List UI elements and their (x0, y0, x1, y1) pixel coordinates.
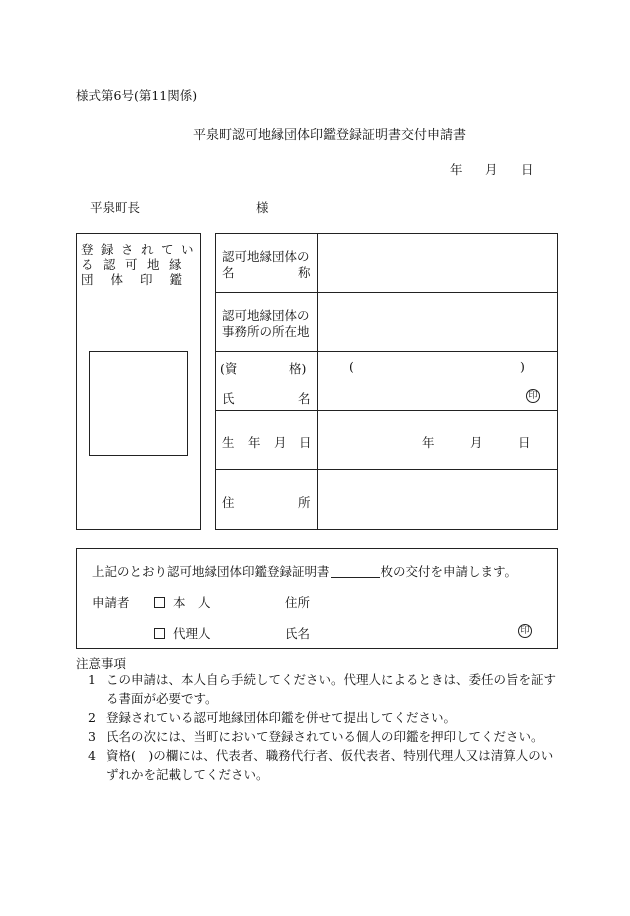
group-name-field[interactable] (322, 240, 554, 288)
group-name-label-line2b: 称 (298, 265, 311, 280)
date-year-label: 年 (450, 162, 463, 177)
note-item-3: 3 氏名の次には、当町において登録されている個人の印鑑を押印してください。 (88, 729, 544, 744)
date-day-label: 日 (521, 162, 534, 177)
registered-seal-label-line1: 登録されてい (81, 242, 202, 257)
seal-impression-area[interactable] (89, 351, 188, 456)
addressee-mayor: 平泉町長 (90, 200, 141, 215)
request-seal-mark-icon: 印 (518, 624, 532, 638)
address-label-a: 住 (222, 495, 235, 510)
date-month-label: 月 (485, 162, 498, 177)
name-label-a: 氏 (222, 391, 235, 406)
birth-date-day-unit: 日 (518, 435, 531, 450)
group-name-label-line1: 認可地縁団体の (222, 249, 310, 264)
seal-mark-icon: 印 (526, 389, 540, 403)
row-divider (215, 292, 558, 293)
self-checkbox[interactable] (154, 597, 165, 608)
qualification-field[interactable] (356, 356, 516, 374)
note-item-1: 1 この申請は、本人自ら手続してください。代理人によるときは、委任の旨を証する書面が必要です。 (88, 672, 557, 706)
registered-seal-label-line3: 団体印鑑 (81, 272, 200, 287)
office-address-label-line2: 事務所の所在地 (222, 324, 310, 339)
addressee-honorific: 様 (256, 200, 269, 215)
group-name-label-line2a: 名 (222, 265, 235, 280)
request-sentence-pre: 上記のとおり認可地縁団体印鑑登録証明書 (92, 564, 330, 579)
birth-date-field[interactable] (322, 428, 554, 450)
self-option[interactable]: 本 人 (154, 593, 211, 611)
office-address-label-line1: 認可地縁団体の (222, 308, 310, 323)
birth-date-month-unit: 月 (470, 435, 483, 450)
proxy-checkbox[interactable] (154, 628, 165, 639)
request-name-label: 氏名 (285, 626, 311, 641)
registered-seal-label-line2: る認可地縁 (81, 257, 192, 272)
birth-date-label-2: 月 (274, 435, 287, 450)
table-column-divider (317, 233, 318, 530)
qualification-value-close-paren: ) (520, 359, 525, 374)
applicant-label: 申請者 (92, 595, 130, 610)
birth-date-label-3: 日 (299, 435, 312, 450)
notes-heading: 注意事項 (76, 656, 127, 671)
birth-date-label-1: 年 (248, 435, 261, 450)
office-address-field[interactable] (322, 299, 554, 347)
row-divider (215, 351, 558, 352)
row-divider (215, 410, 558, 411)
note-item-2: 2 登録されている認可地縁団体印鑑を併せて提出してください。 (88, 710, 457, 725)
qualification-value-open-paren: ( (349, 359, 354, 374)
request-address-label: 住所 (285, 595, 311, 610)
name-field[interactable] (322, 384, 517, 406)
name-label-b: 名 (298, 391, 311, 406)
birth-date-label-0: 生 (222, 435, 235, 450)
address-field[interactable] (322, 476, 554, 524)
qualification-label-open: (資 (220, 361, 238, 376)
note-item-4: 4 資格( )の欄には、代表者、職務代行者、仮代表者、特別代理人又は清算人のいずれかを記載してください。 (88, 748, 554, 782)
qualification-label-close: 格) (289, 361, 307, 376)
row-divider (215, 469, 558, 470)
birth-date-year-unit: 年 (422, 435, 435, 450)
request-sentence (92, 562, 517, 580)
copies-field[interactable] (331, 565, 380, 578)
address-label-b: 所 (298, 495, 311, 510)
request-sentence-post: 枚の交付を申請します。 (380, 564, 518, 579)
request-address-field[interactable] (316, 589, 546, 609)
request-name-field[interactable] (316, 620, 511, 640)
form-number: 様式第6号(第11関係) (76, 88, 198, 103)
form-title: 平泉町認可地縁団体印鑑登録証明書交付申請書 (193, 128, 467, 143)
proxy-option[interactable]: 代理人 (154, 624, 211, 642)
